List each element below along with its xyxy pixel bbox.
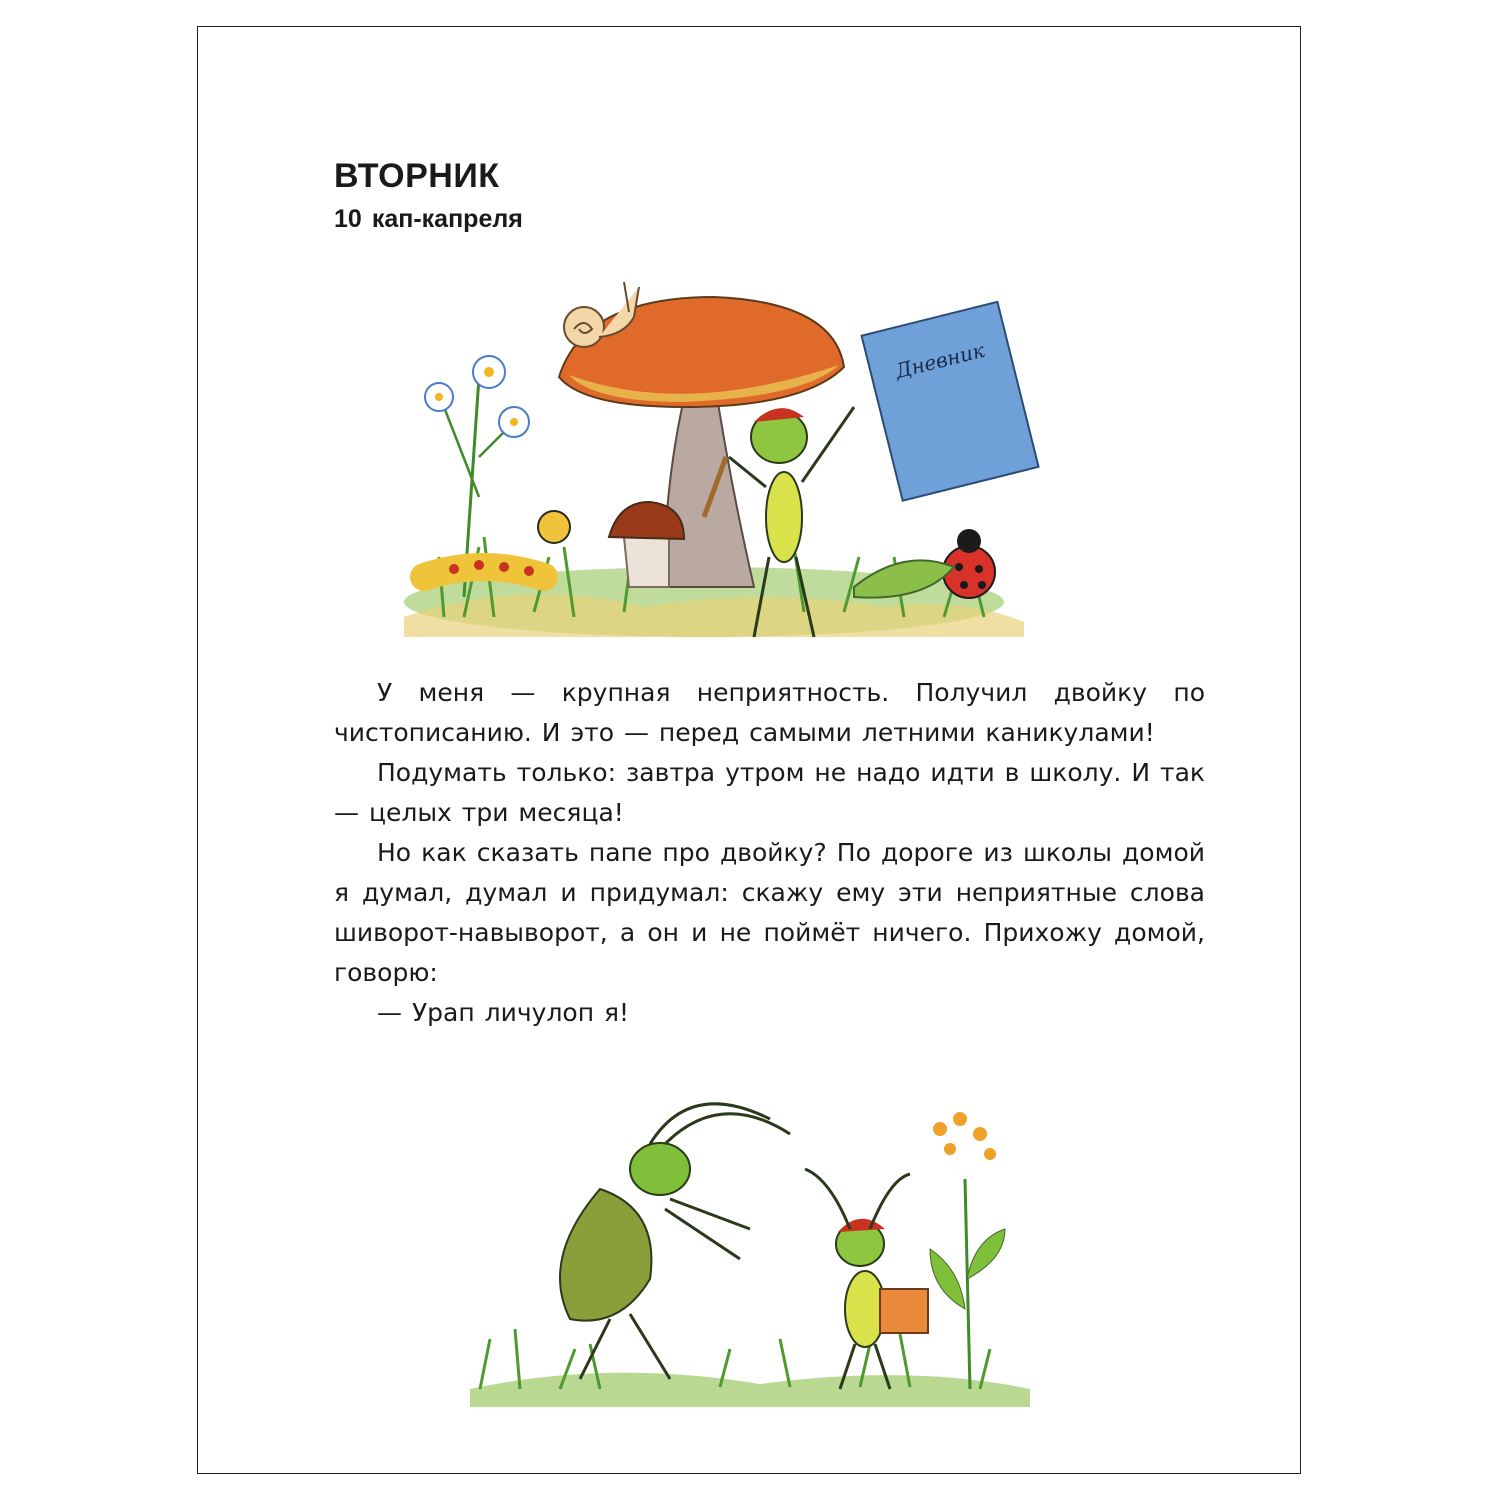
illustration-mushroom-cricket <box>384 257 1044 647</box>
paragraph: Но как сказать папе про двойку? По дороге из школы домой я думал, думал и придумал: скажу ему эти неприятные слова шиворот-навыворот, а он и не поймёт ничего. Прихожу домой, говорю: <box>334 838 1205 987</box>
grass-patch-bottom <box>470 1329 1030 1407</box>
date-number: 10 <box>334 205 362 233</box>
story-text <box>334 673 1205 1033</box>
grasshopper <box>560 1104 790 1379</box>
satchel <box>880 1289 928 1333</box>
ladybug <box>943 529 995 598</box>
date-month: кап-капреля <box>371 205 523 233</box>
caterpillar <box>424 511 570 577</box>
flower-plant <box>930 1112 1005 1389</box>
paragraph: Подумать только: завтра утром не надо идти в школу. И так — целых три месяца! <box>334 758 1205 827</box>
paragraph: — Урап личулоп я! <box>377 998 630 1027</box>
diary-label: Дневник <box>892 337 987 384</box>
day-title: ВТОРНИК <box>334 157 500 195</box>
book-page <box>197 26 1301 1474</box>
date-line <box>334 205 533 234</box>
illustration-grasshopper-and-cricket <box>460 1089 1040 1409</box>
paragraph: У меня — крупная неприятность. Получил двойку по чистописанию. И это — перед самыми летними каникулами! <box>334 678 1205 747</box>
